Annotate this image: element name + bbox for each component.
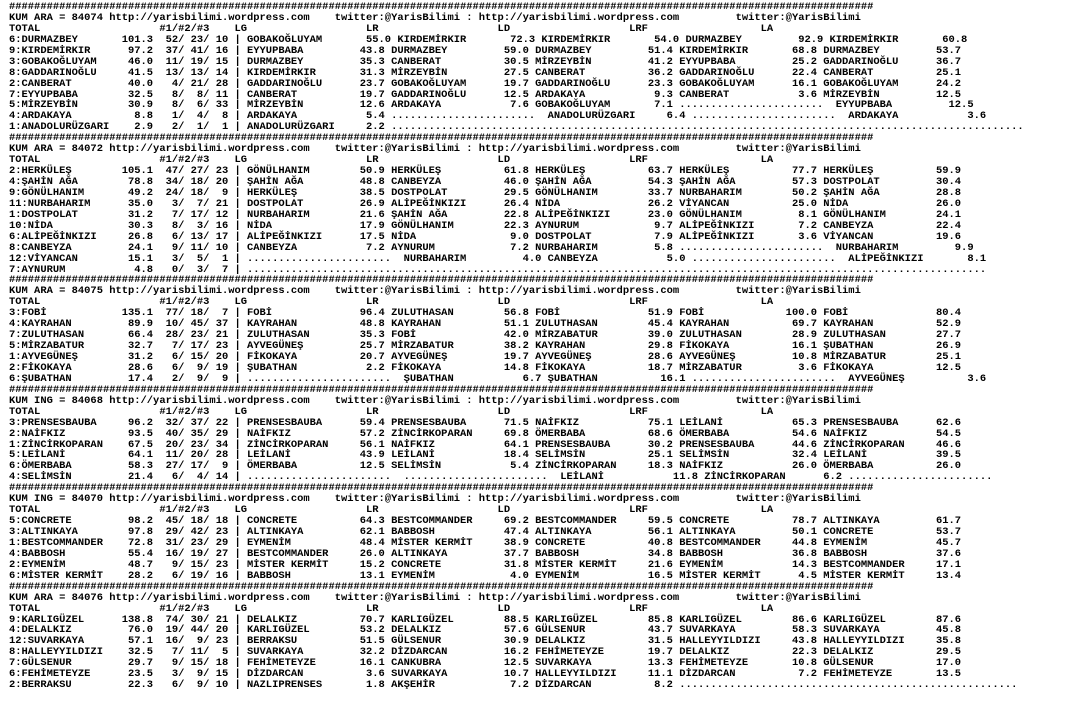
horse-row: 4:SELİMSİN 21.4 6/ 4/ 14 | ....................... ....................... LEİLANİ 11.8 ZİNCİRKOPARAN 6.2 ....................... (9, 471, 993, 484)
horse-row: 6:ALİPEĞİNKIZI 26.8 6/ 13/ 17 | ALİPEĞİNKIZI 17.5 NİDA 9.0 DOSTPOLAT 7.9 ALİPEĞİNKIZI 3.6 VİYANCAN 19.6 (9, 230, 962, 243)
column-headers: TOTAL #1/#2/#3 LG LR LD LRF LA (9, 22, 774, 35)
horse-row: 3:FOBİ 135.1 77/ 18/ 7 | FOBİ 96.4 ZULUTHASAN 56.8 FOBİ 51.9 FOBİ 100.0 FOBİ 80.4 (9, 307, 962, 320)
horse-row: 1:BESTCOMMANDER 72.8 31/ 23/ 29 | EYMENİM 48.4 MİSTER KERMİT 38.9 CONCRETE 40.8 BESTCOMMANDER 44.8 EYMENİM 45.7 (9, 536, 962, 549)
horse-row: 4:KAYRAHAN 89.9 10/ 45/ 37 | KAYRAHAN 48.8 KAYRAHAN 51.1 ZULUTHASAN 45.4 KAYRAHAN 69.7 KAYRAHAN 52.9 (9, 318, 962, 331)
column-headers: TOTAL #1/#2/#3 LG LR LD LRF LA (9, 602, 774, 615)
race-block (9, 483, 1077, 581)
horse-row: 2:CANBERAT 40.0 4/ 21/ 28 | GADDARINOĞLU 23.7 GOBAKOĞLUYAM 19.7 GADDARINOĞLU 23.3 GOBAKOĞLUYAM 16.1 GOBAKOĞLUYAM 24.2 (9, 77, 962, 90)
race-block (9, 582, 1077, 691)
horse-row: 6:ÖMERBABA 58.3 27/ 17/ 9 | ÖMERBABA 12.5 SELİMSİN 5.4 ZİNCİRKOPARAN 18.3 NAİFKIZ 26.0 ÖMERBABA 26.0 (9, 460, 962, 473)
horse-row: 2:NAİFKIZ 93.5 40/ 35/ 29 | NAİFKIZ 57.2 ZİNCİRKOPARAN 69.8 ÖMERBABA 68.6 ÖMERBABA 54.6 NAİFKIZ 54.5 (9, 427, 962, 440)
horse-row: 4:ARDAKAYA 8.8 1/ 4/ 8 | ARDAKAYA 5.4 ....................... ANADOLURÜZGARI 6.4 ....................... ARDAKAYA 3.6 (9, 110, 987, 123)
horse-row: 8:CANBEYZA 24.1 9/ 11/ 10 | CANBEYZA 7.2 AYNURUM 7.2 NURBAHARIM 5.8 ....................... NURBAHARIM 9.9 (9, 241, 974, 254)
column-headers: TOTAL #1/#2/#3 LG LR LD LRF LA (9, 296, 774, 309)
race-header: KUM ING = 84068 http://yarisbilimi.wordpress.com twitter:@YarisBilimi : http://yarisbilimi.wordpress.com twitter:@YarisBilimi (9, 394, 861, 407)
race-header: KUM ARA = 84076 http://yarisbilimi.wordpress.com twitter:@YarisBilimi : http://yarisbilimi.wordpress.com twitter:@YarisBilimi (9, 591, 861, 604)
horse-row: 1:AYVEGÜNEŞ 31.2 6/ 15/ 20 | FİKOKAYA 20.7 AYVEGÜNEŞ 19.7 AYVEGÜNEŞ 28.6 AYVEGÜNEŞ 10.8 MİRZABATUR 25.1 (9, 351, 962, 363)
horse-row: 9:KARLIGÜZEL 138.8 74/ 30/ 21 | DELALKIZ 70.7 KARLIGÜZEL 88.5 KARLIGÜZEL 85.8 KARLIGÜZEL 86.6 KARLIGÜZEL 87.6 (9, 613, 962, 626)
horse-row: 7:AYNURUM 4.8 0/ 3/ 7 | ...................................................................................................................... (9, 263, 987, 276)
separator-line: ########################################################################################################################################## (9, 580, 874, 593)
separator-line: ########################################################################################################################################## (9, 274, 874, 287)
race-block (9, 2, 1077, 133)
race-block (9, 133, 1077, 275)
horse-row: 7:ZULUTHASAN 66.4 28/ 23/ 21 | ZULUTHASAN 35.3 FOBİ 42.0 MİRZABATUR 39.0 ZULUTHASAN 28.9 ZULUTHASAN 27.7 (9, 329, 962, 342)
horse-row: 10:NİDA 30.3 8/ 3/ 16 | NİDA 17.9 GÖNÜLHANIM 22.3 AYNURUM 9.7 ALİPEĞİNKIZI 7.2 CANBEYZA 22.4 (9, 219, 962, 232)
horse-row: 7:EYYUPBABA 32.5 8/ 8/ 11 | CANBERAT 19.7 GADDARINOĞLU 12.5 ARDAKAYA 9.3 CANBERAT 3.6 MİRZEYBİN 12.5 (9, 88, 962, 101)
horse-row: 1:DOSTPOLAT 31.2 7/ 17/ 12 | NURBAHARIM 21.6 ŞAHİN AĞA 22.8 ALİPEĞİNKIZI 23.0 GÖNÜLHANIM 8.1 GÖNÜLHANIM 24.1 (9, 208, 962, 221)
horse-row: 6:MİSTER KERMİT 28.2 6/ 19/ 16 | BABBOSH 13.1 EYMENİM 4.0 EYMENİM 16.5 MİSTER KERMİT 4.5 MİSTER KERMİT 13.4 (9, 569, 962, 582)
horse-row: 4:ŞAHİN AĞA 78.8 34/ 18/ 20 | ŞAHİN AĞA 48.8 CANBEYZA 46.0 ŞAHİN AĞA 54.3 ŞAHİN AĞA 57.3 DOSTPOLAT 30.4 (9, 176, 962, 188)
horse-row: 12:SUVARKAYA 57.1 16/ 9/ 23 | BERRAKSU 51.5 GÜLSENUR 30.9 DELALKIZ 31.5 HALLEYYILDIZI 43.8 HALLEYYILDIZI 35.8 (9, 635, 962, 648)
horse-row: 11:NURBAHARIM 35.0 3/ 7/ 21 | DOSTPOLAT 26.9 ALİPEĞİNKIZI 26.4 NİDA 26.2 VİYANCAN 25.0 NİDA 26.0 (9, 197, 962, 210)
horse-row: 6:ŞUBATHAN 17.4 2/ 9/ 9 | ....................... ŞUBATHAN 6.7 ŞUBATHAN 16.1 ....................... AYVEGÜNEŞ 3.6 (9, 372, 987, 385)
horse-row: 5:MİRZABATUR 32.7 7/ 17/ 23 | AYVEGÜNEŞ 25.7 MİRZABATUR 38.2 KAYRAHAN 29.8 FİKOKAYA 16.1 ŞUBATHAN 26.9 (9, 340, 962, 353)
horse-row: 12:VİYANCAN 15.1 3/ 5/ 1 | ....................... NURBAHARIM 4.0 CANBEYZA 5.0 ....................... ALİPEĞİNKIZI 8.1 (9, 252, 987, 265)
horse-row: 3:GOBAKOĞLUYAM 46.0 11/ 19/ 15 | DURMAZBEY 35.3 CANBERAT 30.5 MİRZEYBİN 41.2 EYYUPBABA 25.2 GADDARINOĞLU 36.7 (9, 55, 962, 68)
horse-row: 9:GÖNÜLHANIM 49.2 24/ 18/ 9 | HERKÜLEŞ 38.5 DOSTPOLAT 29.5 GÖNÜLHANIM 33.7 NURBAHARIM 50.2 ŞAHİN AĞA 28.8 (9, 186, 962, 199)
column-headers: TOTAL #1/#2/#3 LG LR LD LRF LA (9, 154, 774, 167)
horse-row: 8:GADDARINOĞLU 41.5 13/ 13/ 14 | KIRDEMİRKIR 31.3 MİRZEYBİN 27.5 CANBERAT 36.2 GADDARINOĞLU 22.4 CANBERAT 25.1 (9, 66, 962, 79)
horse-row: 2:FİKOKAYA 28.6 6/ 9/ 19 | ŞUBATHAN 2.2 FİKOKAYA 14.8 FİKOKAYA 18.7 MİRZABATUR 3.6 FİKOKAYA 12.5 (9, 361, 962, 374)
horse-row: 6:DURMAZBEY 101.3 52/ 23/ 10 | GOBAKOĞLUYAM 55.0 KIRDEMİRKIR 72.3 KIRDEMİRKIR 54.0 DURMAZBEY 92.9 KIRDEMİRKIR 60.8 (9, 33, 968, 46)
column-headers: TOTAL #1/#2/#3 LG LR LD LRF LA (9, 504, 774, 517)
race-header: KUM ARA = 84075 http://yarisbilimi.wordpress.com twitter:@YarisBilimi : http://yarisbilimi.wordpress.com twitter:@YarisBilimi (9, 285, 861, 298)
separator-line: ########################################################################################################################################## (9, 383, 874, 396)
horse-row: 7:GÜLSENUR 29.7 9/ 15/ 18 | FEHİMETEYZE 16.1 CANKUBRA 12.5 SUVARKAYA 13.3 FEHİMETEYZE 10.8 GÜLSENUR 17.0 (9, 657, 962, 670)
horse-row: 5:LEİLANİ 64.1 11/ 20/ 28 | LEİLANİ 43.9 LEİLANİ 18.4 SELİMSİN 25.1 SELİMSİN 32.4 LEİLANİ 39.5 (9, 449, 962, 462)
horse-row: 2:BERRAKSU 22.3 6/ 9/ 10 | NAZLIPRENSES 1.8 AKŞEHİR 7.2 DİZDARCAN 8.2 ...................................................... (9, 679, 1018, 692)
column-headers: TOTAL #1/#2/#3 LG LR LD LRF LA (9, 405, 774, 418)
horse-row: 8:HALLEYYILDIZI 32.5 7/ 11/ 5 | SUVARKAYA 32.2 DİZDARCAN 16.2 FEHİMETEYZE 19.7 DELALKIZ 22.3 DELALKIZ 29.5 (9, 646, 962, 659)
race-block (9, 385, 1077, 483)
horse-row: 3:ALTINKAYA 97.8 29/ 42/ 23 | ALTINKAYA 62.1 BABBOSH 47.4 ALTINKAYA 56.1 ALTINKAYA 50.1 CONCRETE 53.7 (9, 526, 962, 538)
horse-row: 5:MİRZEYBİN 30.9 8/ 6/ 33 | MİRZEYBİN 12.6 ARDAKAYA 7.6 GOBAKOĞLUYAM 7.1 ....................... EYYUPBABA 12.5 (9, 99, 974, 112)
horse-row: 3:PRENSESBAUBA 96.2 32/ 37/ 22 | PRENSESBAUBA 59.4 PRENSESBAUBA 71.5 NAİFKIZ 75.1 LEİLANİ 65.3 PRENSESBAUBA 62.6 (9, 416, 962, 429)
race-header: KUM ING = 84070 http://yarisbilimi.wordpress.com twitter:@YarisBilimi : http://yarisbilimi.wordpress.com twitter:@YarisBilimi (9, 493, 861, 506)
horse-row: 2:HERKÜLEŞ 105.1 47/ 27/ 23 | GÖNÜLHANIM 50.9 HERKÜLEŞ 61.8 HERKÜLEŞ 63.7 HERKÜLEŞ 77.7 HERKÜLEŞ 59.9 (9, 165, 962, 178)
race-header: KUM ARA = 84074 http://yarisbilimi.wordpress.com twitter:@YarisBilimi : http://yarisbilimi.wordpress.com twitter:@YarisBilimi (9, 11, 861, 24)
separator-line: ########################################################################################################################################## (9, 1, 874, 13)
race-block (9, 275, 1077, 384)
horse-row: 1:ANADOLURÜZGARI 2.9 2/ 1/ 1 | ANADOLURÜZGARI 2.2 ..................................................................................................... (9, 121, 1024, 134)
horse-row: 6:FEHİMETEYZE 23.5 3/ 9/ 15 | DİZDARCAN 3.6 SUVARKAYA 10.7 HALLEYYILDIZI 11.1 DİZDARCAN 7.2 FEHİMETEYZE 13.5 (9, 668, 962, 681)
horse-row: 5:CONCRETE 98.2 45/ 18/ 18 | CONCRETE 64.3 BESTCOMMANDER 69.2 BESTCOMMANDER 59.5 CONCRETE 78.7 ALTINKAYA 61.7 (9, 515, 962, 528)
horse-row: 2:EYMENİM 48.7 9/ 15/ 23 | MİSTER KERMİT 15.2 CONCRETE 31.8 MİSTER KERMİT 21.6 EYMENİM 14.3 BESTCOMMANDER 17.1 (9, 558, 962, 571)
separator-line: ########################################################################################################################################## (9, 132, 874, 145)
race-header: KUM ARA = 84072 http://yarisbilimi.wordpress.com twitter:@YarisBilimi : http://yarisbilimi.wordpress.com twitter:@YarisBilimi (9, 143, 861, 156)
horse-row: 1:ZİNCİRKOPARAN 67.5 20/ 23/ 34 | ZİNCİRKOPARAN 56.1 NAİFKIZ 64.1 PRENSESBAUBA 30.2 PRENSESBAUBA 44.6 ZİNCİRKOPARAN 46.6 (9, 438, 962, 451)
separator-line: ########################################################################################################################################## (9, 482, 874, 495)
horse-row: 4:BABBOSH 55.4 16/ 19/ 27 | BESTCOMMANDER 26.0 ALTINKAYA 37.7 BABBOSH 34.8 BABBOSH 36.8 BABBOSH 37.6 (9, 547, 962, 560)
horse-row: 4:DELALKIZ 76.0 19/ 44/ 20 | KARLIGÜZEL 53.2 DELALKIZ 57.6 GÜLSENUR 43.7 SUVARKAYA 58.3 SUVARKAYA 45.8 (9, 624, 962, 637)
horse-row: 9:KIRDEMİRKIR 97.2 37/ 41/ 16 | EYYUPBABA 43.8 DURMAZBEY 59.0 DURMAZBEY 51.4 KIRDEMİRKIR 68.8 DURMAZBEY 53.7 (9, 44, 962, 57)
